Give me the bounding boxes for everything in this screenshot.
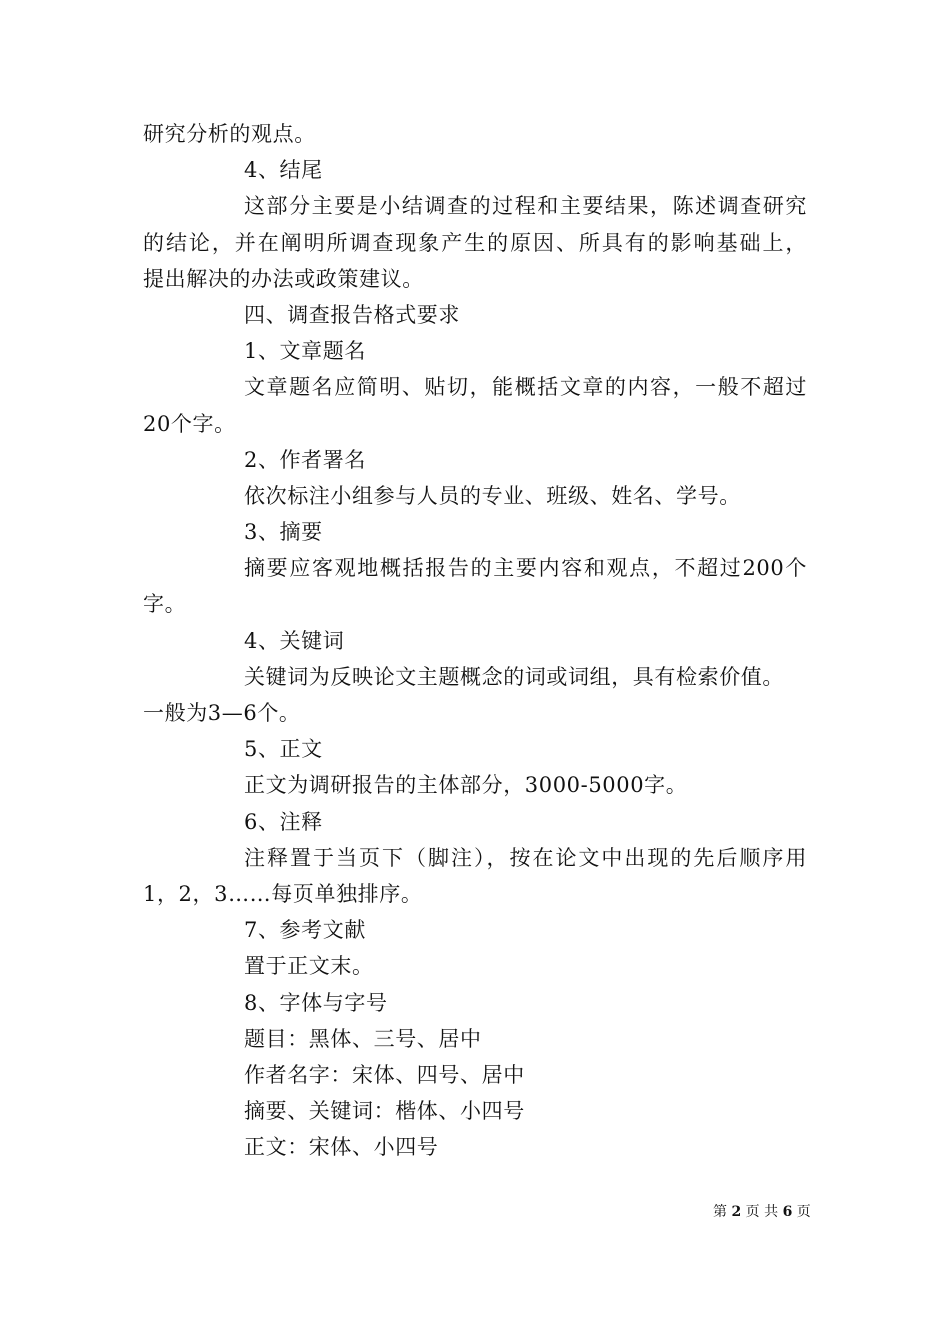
footer-prefix: 第 xyxy=(713,1204,727,1220)
section-heading: 8、字体与字号 xyxy=(244,990,388,1015)
section-heading: 7、参考文献 xyxy=(244,918,366,943)
text-line: 20个字。 xyxy=(143,411,236,436)
text-line: 的结论，并在阐明所调查现象产生的原因、所具有的影响基础上， xyxy=(143,230,807,255)
section-heading: 4、结尾 xyxy=(244,158,323,183)
section-heading: 6、注释 xyxy=(244,809,323,834)
text-line: 字。 xyxy=(143,592,187,617)
text-line: 摘要、关键词：楷体、小四号 xyxy=(244,1099,525,1124)
section-heading: 1、文章题名 xyxy=(244,339,366,364)
text-line: 1，2，3……每页单独排序。 xyxy=(143,881,423,906)
text-line: 提出解决的办法或政策建议。 xyxy=(143,266,424,291)
section-heading: 2、作者署名 xyxy=(244,447,366,472)
text-line: 关键词为反映论文主题概念的词或词组，具有检索价值。 xyxy=(244,664,784,689)
text-line: 这部分主要是小结调查的过程和主要结果，陈述调查研究 xyxy=(244,194,807,219)
text-line: 注释置于当页下（脚注），按在论文中出现的先后顺序用 xyxy=(244,845,807,870)
text-line: 依次标注小组参与人员的专业、班级、姓名、学号。 xyxy=(244,483,741,508)
section-heading: 4、关键词 xyxy=(244,628,345,653)
text-line: 正文为调研报告的主体部分，3000-5000字。 xyxy=(244,773,688,798)
text-line: 置于正文末。 xyxy=(244,954,374,979)
text-line: 一般为3—6个。 xyxy=(143,701,301,725)
total-pages-number: 6 xyxy=(782,1204,793,1220)
footer-suffix: 页 xyxy=(796,1204,811,1220)
section-heading: 5、正文 xyxy=(244,737,323,762)
section-heading: 3、摘要 xyxy=(244,520,323,545)
footer-middle: 页 共 xyxy=(745,1204,779,1220)
text-line: 正文：宋体、小四号 xyxy=(244,1135,439,1160)
section-heading: 四、调查报告格式要求 xyxy=(244,302,460,327)
text-line: 摘要应客观地概括报告的主要内容和观点，不超过200个 xyxy=(244,556,807,581)
text-line: 研究分析的观点。 xyxy=(143,122,316,146)
text-line: 题目：黑体、三号、居中 xyxy=(244,1026,482,1051)
page-footer xyxy=(713,1203,811,1221)
text-line: 文章题名应简明、贴切，能概括文章的内容，一般不超过 xyxy=(244,375,807,400)
text-line: 作者名字：宋体、四号、居中 xyxy=(244,1062,525,1087)
current-page-number: 2 xyxy=(731,1204,742,1220)
document-body xyxy=(143,116,807,1165)
